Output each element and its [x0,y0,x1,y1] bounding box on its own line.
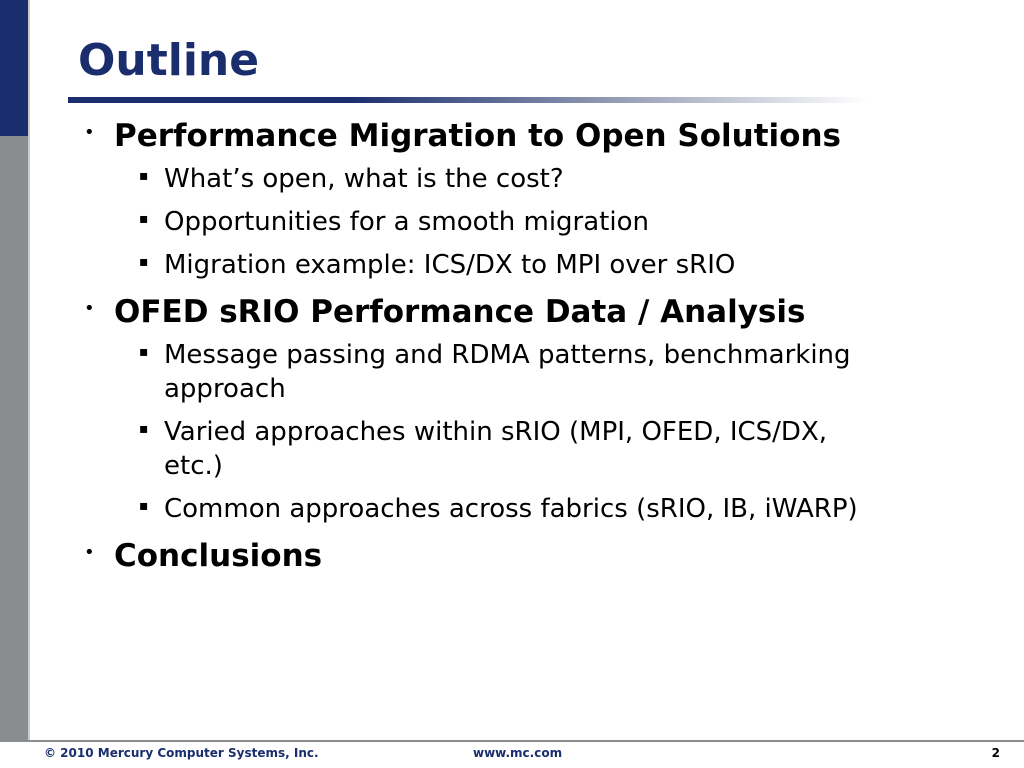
left-accent-bar-navy [0,0,28,136]
title-underline [68,97,868,103]
sub-bullet-text: Common approaches across fabrics (sRIO, IB, iWARP) [164,494,858,524]
bullet-dot-icon: • [84,298,95,319]
footer-url: www.mc.com [473,746,563,760]
square-bullet-icon: ▪ [139,498,149,514]
sub-bullet-item [82,162,884,196]
section-heading [82,536,982,576]
bullet-dot-icon: • [84,542,95,563]
sub-bullet-text: Opportunities for a smooth migration [164,207,649,237]
section-heading [82,116,982,156]
sub-bullet-text: Migration example: ICS/DX to MPI over sRIO [164,250,736,280]
left-accent-bar-edge [28,0,30,740]
slide-title: Outline [78,35,260,86]
square-bullet-icon: ▪ [139,168,149,184]
sub-bullet-item [82,338,884,406]
footer-divider [0,740,1024,742]
sub-bullet-text: What’s open, what is the cost? [164,164,564,194]
sub-bullet-item [82,492,884,526]
square-bullet-icon: ▪ [139,211,149,227]
sub-bullet-item [82,205,884,239]
left-accent-bar-gray [0,136,28,740]
bullet-dot-icon: • [84,122,95,143]
sub-bullet-list [82,162,982,282]
section-heading-text: Performance Migration to Open Solutions [114,118,841,154]
section-heading-text: OFED sRIO Performance Data / Analysis [114,294,806,330]
sub-bullet-text: Message passing and RDMA patterns, benchmarking approach [164,340,851,404]
sub-bullet-list [82,338,982,526]
slide-content [82,116,982,582]
section-heading [82,292,982,332]
sub-bullet-text: Varied approaches within sRIO (MPI, OFED, ICS/DX, etc.) [164,417,828,481]
square-bullet-icon: ▪ [139,254,149,270]
square-bullet-icon: ▪ [139,344,149,360]
sub-bullet-item [82,248,884,282]
sub-bullet-item [82,415,884,483]
page-number: 2 [991,746,1000,760]
footer-copyright: © 2010 Mercury Computer Systems, Inc. [44,746,319,760]
section-heading-text: Conclusions [114,538,323,574]
square-bullet-icon: ▪ [139,421,149,437]
